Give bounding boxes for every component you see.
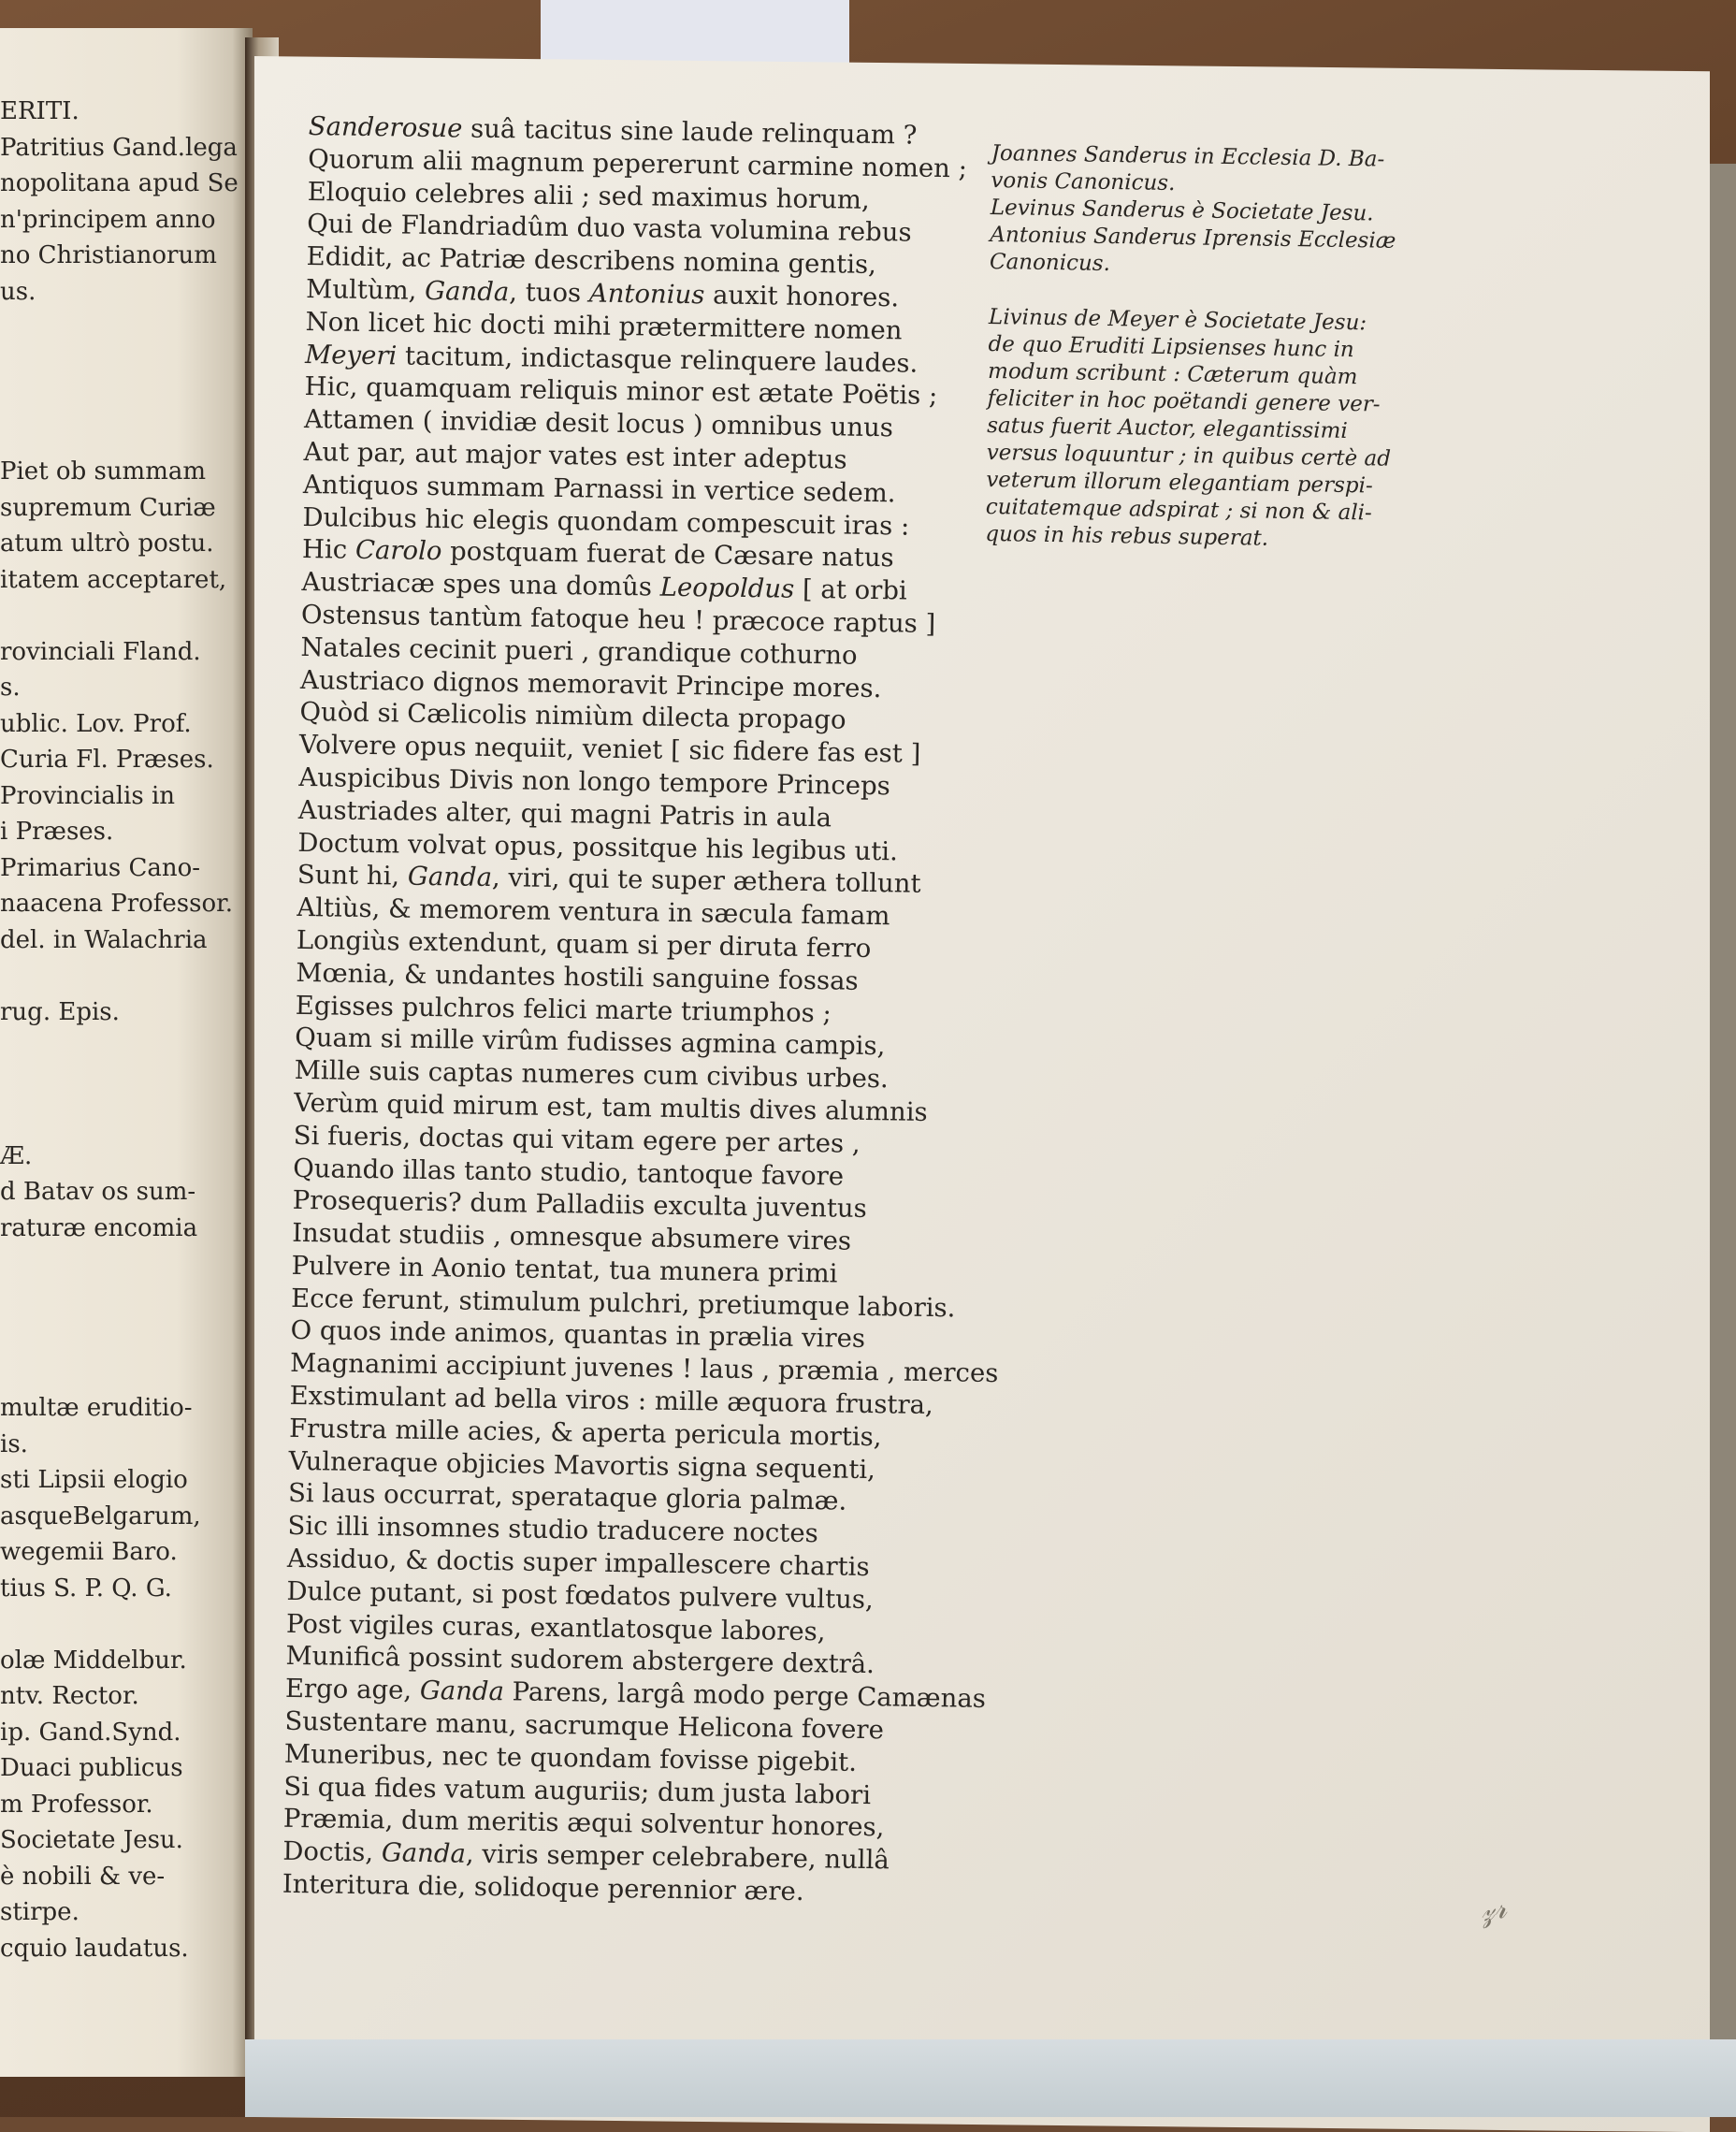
left-page-line: no Christianorum: [0, 241, 217, 269]
left-page-line: m Professor.: [0, 1790, 153, 1819]
left-page-line: supremum Curiæ: [0, 493, 216, 522]
left-page-line: ntv. Rector.: [0, 1682, 139, 1710]
poem-line: Attamen ( invidiæ desit locus ) omnibus unus: [303, 404, 894, 443]
left-page-line: sti Lipsii elogio: [0, 1466, 188, 1494]
left-page-line: [0, 1606, 251, 1643]
poem-line: Hic Carolo postquam fuerat de Cæsare natus: [301, 534, 894, 573]
poem-line: Ecce ferunt, stimulum pulchri, pretiumque laboris.: [290, 1283, 956, 1324]
left-page-line: [0, 346, 251, 383]
note-line: Joannes Sanderus in Ecclesia D. Ba-: [991, 140, 1385, 172]
poem-line: Insudat studiis , omnesque absumere vires: [291, 1217, 852, 1256]
left-page-line: Duaci publicus: [0, 1754, 183, 1782]
poem-line: Natales cecinit pueri , grandique cothurno: [300, 631, 858, 671]
left-page-line: [0, 1030, 251, 1066]
left-page-line: asqueBelgarum,: [0, 1501, 201, 1530]
poem-line: Sustentare manu, sacrumque Helicona fovere: [284, 1705, 885, 1746]
note-line: de quo Eruditi Lipsienses hunc in: [988, 331, 1354, 363]
poem-line: Dulce putant, si post fœdatos pulvere vultus,: [286, 1575, 874, 1615]
poem-line: Quam si mille virûm fudisses agmina campis,: [295, 1022, 886, 1062]
poem-line: Meyeri tacitum, indictasque relinquere laudes.: [304, 339, 919, 379]
poem-line: Quorum alii magnum pepererunt carmine nomen ;: [307, 143, 968, 184]
left-page-line: rug. Epis.: [0, 997, 120, 1026]
note-line: Livinus de Meyer è Societate Jesu:: [988, 304, 1367, 336]
note-line: modum scribunt : Cæterum quàm: [987, 358, 1358, 390]
poem-line: Muneribus, nec te quondam fovisse pigebit.: [283, 1738, 858, 1777]
left-page-line: [0, 1318, 251, 1355]
note-line: Canonicus.: [989, 249, 1111, 277]
left-page-line: [0, 382, 251, 418]
left-page-line: olæ Middelbur.: [0, 1646, 187, 1675]
poem-line: Frustra mille acies, & aperta pericula mortis,: [288, 1413, 882, 1453]
left-page-line: naacena Professor.: [0, 890, 233, 918]
pencil-mark-signature: 𝓏𝓇: [1476, 1889, 1510, 1930]
left-page-line: s.: [0, 674, 21, 702]
left-page-line: i Præses.: [0, 818, 114, 846]
poem-line: Assiduo, & doctis super impallescere chartis: [286, 1543, 870, 1583]
poem-line: Dulcibus hic elegis quondam compescuit iras :: [302, 501, 910, 542]
left-page-line: ip. Gand.Synd.: [0, 1718, 181, 1747]
poem-line: Qui de Flandriadûm duo vasta volumina rebus: [306, 209, 912, 248]
left-page: [0, 28, 253, 2077]
left-page-line: [0, 1246, 251, 1283]
note-line: Levinus Sanderus è Societate Jesu.: [990, 195, 1374, 226]
left-page-line: [0, 418, 251, 455]
marginal-notes-column: [985, 140, 1403, 555]
poem-line: Ergo age, Ganda Parens, largâ modo perge Camænas: [284, 1674, 987, 1715]
poem-line: Doctis, Ganda, viris semper celebrabere, nullâ: [282, 1836, 890, 1876]
poem-line: Exstimulant ad bella viros : mille æquora frustra,: [289, 1380, 934, 1421]
left-page-line: d Batav os sum-: [0, 1178, 196, 1206]
left-page-line: ERITI.: [0, 97, 80, 125]
poem-line: Si laus occurrat, sperataque gloria palmæ.: [287, 1478, 847, 1517]
poem-line: Hic, quamquam reliquis minor est ætate Poëtis ;: [304, 371, 938, 412]
left-page-line: Primarius Cano-: [0, 853, 201, 882]
note-line: versus loquuntur ; in quibus certè ad: [986, 440, 1392, 471]
poem-line: Sunt hi, Ganda, viri, qui te super æthera tollunt: [297, 860, 921, 900]
left-page-line: [0, 1102, 251, 1139]
left-page-line: multæ eruditio-: [0, 1394, 193, 1422]
note-line: satus fuerit Auctor, elegantissimi: [987, 413, 1348, 444]
poem-line: Sic illi insomnes studio traducere noctes: [287, 1511, 818, 1549]
poem-line: Non licet hic docti mihi prætermittere nomen: [305, 306, 903, 346]
left-page-line: ublic. Lov. Prof.: [0, 709, 192, 738]
notes-meyer-block: [985, 304, 1400, 555]
left-page-line: [0, 598, 251, 634]
left-page-line: Æ.: [0, 1141, 33, 1170]
left-page-line: atum ultrò postu.: [0, 529, 214, 558]
left-page-line: Societate Jesu.: [0, 1826, 183, 1854]
note-line: cuitatemque adspirat ; si non & ali-: [985, 494, 1373, 526]
poem-line: Multùm, Ganda, tuos Antonius auxit honores.: [305, 273, 900, 313]
poem-line: Quando illas tanto studio, tantoque favore: [292, 1153, 845, 1192]
page-stack-shadow: [1710, 164, 1736, 2117]
left-page-text: [0, 94, 251, 1966]
poem-line: Prosequeris? dum Palladiis exculta juventus: [292, 1185, 867, 1225]
poem-line: Munificâ possint sudorem abstergere dextrâ.: [285, 1641, 875, 1680]
poem-line: Si fueris, doctas qui vitam egere per artes ,: [293, 1120, 861, 1159]
left-page-line: [0, 1066, 251, 1103]
left-page-line: Piet ob summam: [0, 457, 207, 486]
note-line: veterum illorum elegantiam perspi-: [986, 467, 1373, 499]
note-line: Antonius Sanderus Iprensis Ecclesiæ: [990, 222, 1396, 254]
poem-line: Edidit, ac Patriæ describens nomina gentis,: [306, 241, 877, 281]
left-page-line: è nobili & ve-: [0, 1862, 166, 1891]
poem-line: Sanderosue suâ tacitus sine laude relinquam ?: [308, 110, 918, 151]
poem-line: Volvere opus nequiit, veniet [ sic fidere fas est ]: [298, 730, 921, 769]
poem-line: Auspicibus Divis non longo tempore Princeps: [298, 761, 891, 802]
poem-line: Doctum volvat opus, possitque his legibus uti.: [297, 827, 899, 866]
poem-line: Austriaco dignos memoravit Principe mores.: [299, 664, 882, 703]
left-page-line: is.: [0, 1429, 28, 1458]
poem-line: Austriades alter, qui magni Patris in aula: [297, 794, 832, 834]
poem-line: O quos inde animos, quantas in prælia vires: [290, 1315, 866, 1355]
poem-line: Mille suis captas numeres cum civibus urbes.: [294, 1054, 889, 1095]
poem-line: Interitura die, solidoque perennior ære.: [282, 1868, 804, 1907]
left-page-line: del. in Walachria: [0, 925, 208, 954]
poem-line: Quòd si Cælicolis nimiùm dilecta propago: [299, 697, 846, 735]
poem-line: Austriacæ spes una domûs Leopoldus [ at orbi: [301, 567, 907, 606]
left-page-line: itatem acceptaret,: [0, 565, 227, 594]
left-page-line: [0, 958, 251, 994]
poem-line: Verùm quid mirum est, tam multis dives alumnis: [294, 1087, 928, 1127]
poem-text-column: [282, 110, 1048, 1911]
poem-line: Altiùs, & memorem ventura in sæcula famam: [297, 892, 890, 932]
poem-line: Egisses pulchros felici marte triumphos ;: [295, 990, 832, 1028]
left-page-line: rovinciali Fland.: [0, 637, 201, 666]
poem-line: Antiquos summam Parnassi in vertice sedem.: [302, 469, 896, 509]
left-page-line: us.: [0, 277, 36, 306]
left-page-line: Curia Fl. Præses.: [0, 746, 214, 774]
left-page-line: nopolitana apud Se: [0, 169, 239, 197]
poem-line: Præmia, dum meritis æqui solventur honores,: [282, 1804, 885, 1843]
left-page-line: n'principem anno: [0, 205, 216, 234]
poem-line: Si qua fides vatum auguriis; dum justa labori: [283, 1771, 872, 1810]
left-page-line: wegemii Baro.: [0, 1538, 178, 1566]
left-page-line: stirpe.: [0, 1898, 80, 1926]
poem-line: Longiùs extendunt, quam si per diruta ferro: [296, 924, 872, 964]
poem-line: Magnanimi accipiunt juvenes ! laus , præmia , merces: [289, 1348, 999, 1389]
left-page-line: cquio laudatus.: [0, 1934, 189, 1963]
left-page-line: [0, 1283, 251, 1319]
note-line: vonis Canonicus.: [991, 167, 1176, 196]
left-page-line: [0, 1355, 251, 1391]
note-line: quos in his rebus superat.: [985, 521, 1269, 551]
poem-line: Pulvere in Aonio tentat, tua munera primi: [291, 1250, 838, 1289]
poem-line: Aut par, aut major vates est inter adeptus: [303, 436, 847, 475]
left-page-line: [0, 310, 251, 346]
left-page-line: Patritius Gand.lega: [0, 133, 238, 162]
poem-line: Ostensus tantùm fatoque heu ! præcoce raptus ]: [300, 599, 936, 639]
left-page-line: Provincialis in: [0, 781, 176, 810]
left-page-line: raturæ encomia: [0, 1213, 198, 1242]
page-bottom-fold: [245, 2039, 1736, 2117]
poem-line: Eloquio celebres alii ; sed maximus horum,: [307, 176, 870, 215]
poem-line: Mœnia, & undantes hostili sanguine fossas: [296, 957, 859, 996]
poem-line: Vulneraque objicies Mavortis signa sequenti,: [288, 1445, 876, 1485]
notes-sanderus-block: [990, 140, 1403, 283]
note-line: feliciter in hoc poëtandi genere ver-: [987, 385, 1381, 417]
poem-line: Post vigiles curas, exantlatosque labores,: [285, 1608, 826, 1647]
left-page-line: tius S. P. Q. G.: [0, 1574, 172, 1603]
